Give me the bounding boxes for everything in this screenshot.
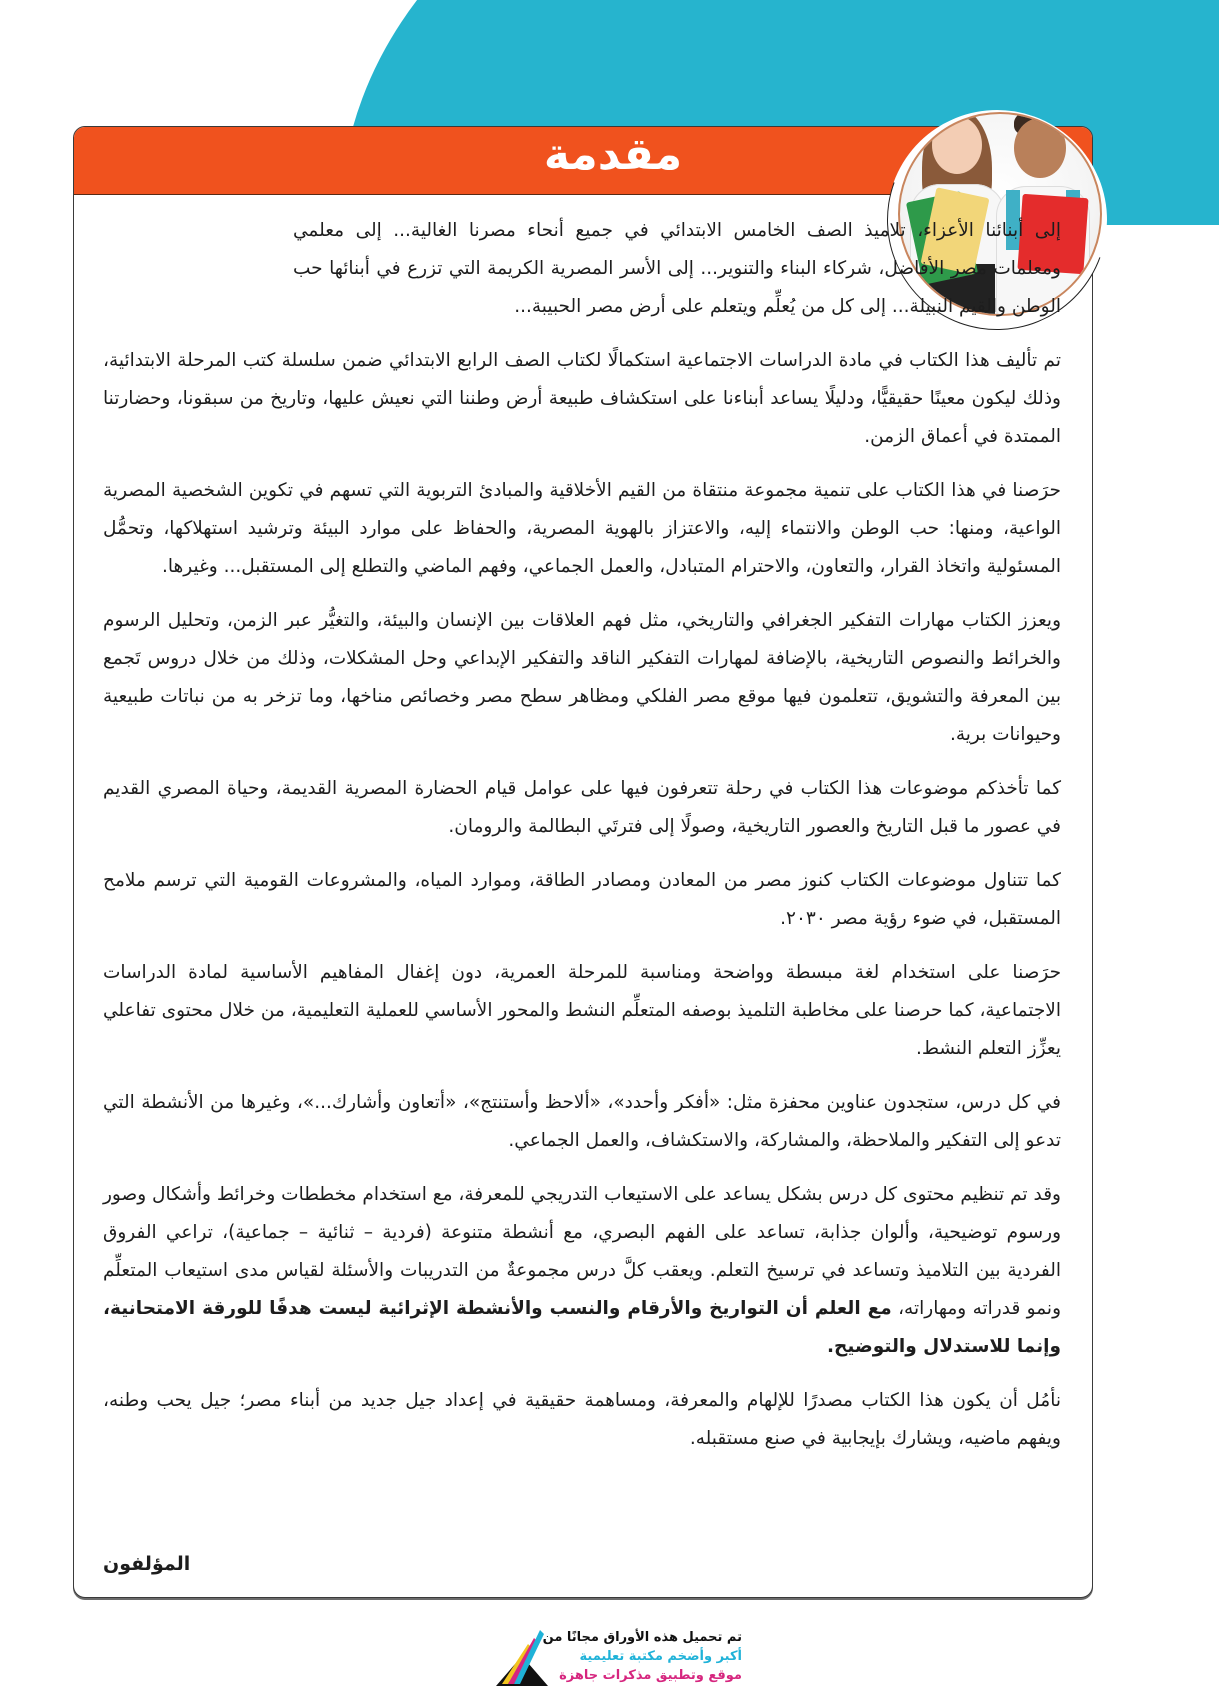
- paragraph-values: حرَصنا في هذا الكتاب على تنمية مجموعة منتقاة من القيم الأخلاقية والمبادئ التربوية التي تسهم في تكوين الشخصية المصرية الواعية، ومنها: حب الوطن والانتماء إليه، والاعتزاز بالهوية المصرية، والحفاظ على موارد البيئة وترشيد استهلاكها، وتحمُّل المسئولية واتخاذ القرار، والتعاون، والاحترام المتبادل، والعمل الجماعي، وفهم الماضي والتطلع إلى المستقبل... وغيرها.: [103, 480, 1061, 577]
- paragraph-language: حرَصنا على استخدام لغة مبسطة وواضحة ومناسبة للمرحلة العمرية، دون إغفال المفاهيم الأساسية لمادة الدراسات الاجتماعية، كما حرصنا على مخاطبة التلميذ بوصفه المتعلِّم النشط والمحور الأساسي للعملية التعليمية، من خلال محتوى تفاعلي يعزِّز التعلم النشط.: [103, 962, 1061, 1059]
- paragraph-organization-text: وقد تم تنظيم محتوى كل درس بشكل يساعد على الاستيعاب التدريجي للمعرفة، مع استخدام مخططات وخرائط وأشكال وصور ورسوم توضيحية، وألوان جذابة، تساعد على الفهم البصري، مع أنشطة متنوعة (فردية – ثنائية – جماعية)، تراعي الفروق الفردية بين التلاميذ وتساعد في ترسيخ التعلم. ويعقب كلَّ درس مجموعةٌ من التدريبات والأسئلة لقياس مدى استيعاب المتعلِّم ونمو قدراته ومهاراته،: [103, 1184, 1062, 1319]
- paragraph-dedication: إلى أبنائنا الأعزاء، تلاميذ الصف الخامس الابتدائي في جميع أنحاء مصرنا الغالية... إلى معلمي ومعلمات مصر الأفاضل، شركاء البناء والتنوير... إلى الأسر المصرية الكريمة التي تزرع في أبنائها حب الوطن والقيم النبيلة... إلى كل من يُعلِّم ويتعلم على أرض مصر الحبيبة...: [293, 220, 1061, 317]
- paragraph-history: كما تأخذكم موضوعات هذا الكتاب في رحلة تتعرفون فيها على عوامل قيام الحضارة المصرية القديمة، وحياة المصري القديم في عصور ما قبل التاريخ والعصور التاريخية، وصولًا إلى فترتَي البطالمة والرومان.: [103, 778, 1061, 837]
- footer-watermark-logo: [492, 1622, 742, 1694]
- paragraph-organization: [103, 1176, 1061, 1366]
- footer-line-2: أكبر وأضخم مكتبة تعليمية: [579, 1649, 742, 1664]
- footer-text: [543, 1628, 742, 1685]
- footer-line-3: موقع وتطبيق مذكرات جاهزة: [559, 1668, 742, 1683]
- paragraph-activities: في كل درس، ستجدون عناوين محفزة مثل: «أفكر وأحدد»، «ألاحظ وأستنتج»، «أتعاون وأشارك...»، وغيرها من الأنشطة التي تدعو إلى التفكير والملاحظة، والمشاركة، والاستكشاف، والعمل الجماعي.: [103, 1092, 1061, 1151]
- paragraph-skills: ويعزز الكتاب مهارات التفكير الجغرافي والتاريخي، مثل فهم العلاقات بين الإنسان والبيئة، والتغيُّر عبر الزمن، وتحليل الرسوم والخرائط والنصوص التاريخية، بالإضافة لمهارات التفكير الناقد والتفكير الإبداعي وحل المشكلات، وذلك من خلال دروس تَجمع بين المعرفة والتشويق، تتعلمون فيها موقع مصر الفلكي ومظاهر سطح مصر وخصائص مناخها، وما تزخر به من نباتات طبيعية وحيوانات برية.: [103, 610, 1061, 745]
- paragraph-resources: كما تتناول موضوعات الكتاب كنوز مصر من المعادن ومصادر الطاقة، وموارد المياه، والمشروعات القومية التي ترسم ملامح المستقبل، في ضوء رؤية مصر ٢٠٣٠.: [103, 870, 1061, 929]
- page-title: مقدمة: [543, 129, 683, 180]
- paragraph-hope: نأمُل أن يكون هذا الكتاب مصدرًا للإلهام والمعرفة، ومساهمة حقيقية في إعداد جيل جديد من أبناء مصر؛ جيل يحب وطنه، ويفهم ماضيه، ويشارك بإيجابية في صنع مستقبله.: [103, 1390, 1061, 1449]
- introduction-text: [103, 212, 1061, 1474]
- paragraph-purpose: تم تأليف هذا الكتاب في مادة الدراسات الاجتماعية استكمالًا لكتاب الصف الرابع الابتدائي ضمن سلسلة كتب المرحلة الابتدائية، وذلك ليكون معينًا حقيقيًّا، ودليلًا يساعد أبناءنا على استكشاف طبيعة أرض وطننا التي نعيش عليها، وتاريخ من سبقونا، وحضارتنا الممتدة في أعماق الزمن.: [103, 350, 1061, 447]
- footer-line-1: تم تحميل هذه الأوراق مجانًا من: [542, 1630, 742, 1645]
- signature-authors: المؤلفون: [103, 1553, 191, 1575]
- paragraph-organization-note: مع العلم أن التواريخ والأرقام والنسب والأنشطة الإثرائية ليست هدفًا للورقة الامتحانية، وإنما للاستدلال والتوضيح.: [103, 1298, 1061, 1357]
